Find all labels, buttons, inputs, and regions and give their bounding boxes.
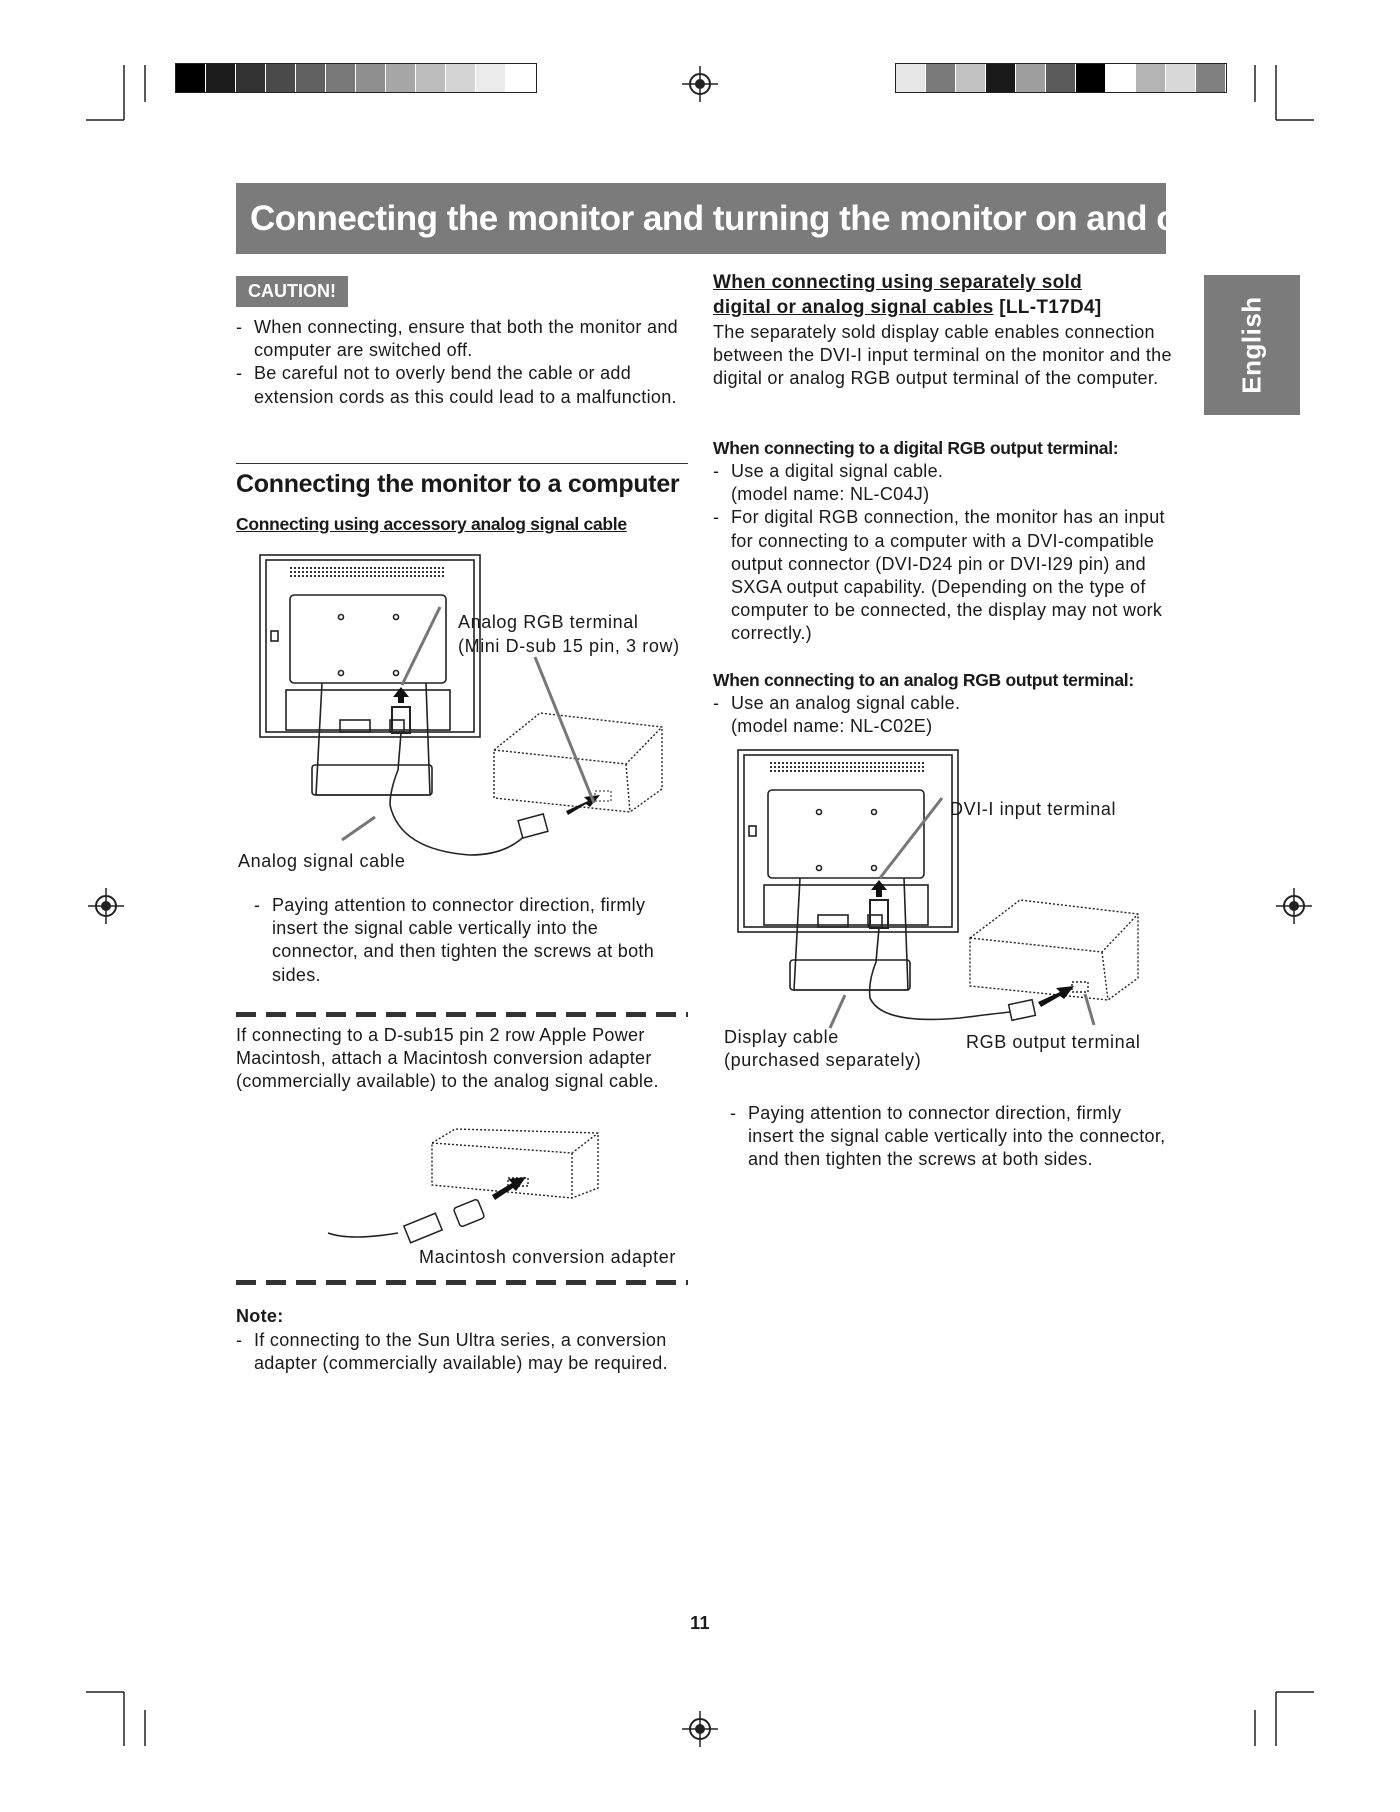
label-mac-adapter: Macintosh conversion adapter	[419, 1247, 676, 1267]
digital-item-2: - For digital RGB connection, the monitor has an input for connecting to a computer with a DVI-compatible output connector (DVI-D24 pin or DVI-I29 pin) and SXGA output capability. (Depending on the type of computer to be connected, the display may not work correctly.)	[713, 506, 1168, 645]
note-list	[236, 1329, 686, 1375]
dashed-divider-bottom	[236, 1280, 688, 1285]
figure-mac-adapter	[320, 1123, 610, 1253]
language-tab[interactable]	[1204, 275, 1300, 415]
subheading-analog-cable: Connecting using accessory analog signal cable	[236, 514, 627, 534]
section-divider	[236, 463, 688, 464]
right-heading-line2	[713, 296, 1101, 319]
mac-paragraph: If connecting to a D-sub15 pin 2 row Apple Power Macintosh, attach a Macintosh conversion adapter (commercially available) to the analog signal cable.	[236, 1025, 659, 1092]
page-title: Connecting the monitor and turning the monitor on and off	[236, 183, 1166, 254]
digital-list	[713, 460, 1168, 646]
figure2-note-text: - Paying attention to connector direction, firmly insert the signal cable vertically into the connector, and then tighten the screws at both sides.	[730, 1102, 1170, 1172]
dashed-divider-top	[236, 1012, 688, 1017]
caution-list	[236, 316, 681, 409]
analog-list	[713, 692, 1168, 738]
right-heading-underlined: digital or analog signal cables	[713, 297, 994, 318]
note-label: Note:	[236, 1306, 284, 1326]
right-heading-line1: When connecting using separately sold	[713, 272, 1082, 293]
figure1-note-text: - Paying attention to connector direction, firmly insert the signal cable vertically into the connector, and then tighten the screws at both sides.	[254, 894, 686, 987]
digital-heading: When connecting to a digital RGB output terminal:	[713, 438, 1119, 458]
analog-heading: When connecting to an analog RGB output terminal:	[713, 670, 1134, 690]
page-number: 11	[690, 1613, 710, 1633]
right-heading-model: [LL-T17D4]	[999, 297, 1102, 318]
section-heading: Connecting the monitor to a computer	[236, 470, 680, 498]
caution-item-1: - When connecting, ensure that both the monitor and computer are switched off.	[236, 316, 681, 362]
label-mini-dsub: (Mini D-sub 15 pin, 3 row)	[458, 636, 680, 656]
label-rgb-output-terminal: RGB output terminal	[966, 1032, 1141, 1052]
caution-item-2: - Be careful not to overly bend the cable or add extension cords as this could lead to a malfunction.	[236, 362, 681, 408]
label-dvi-input-terminal: DVI-I input terminal	[950, 799, 1117, 819]
digital-item-1: - Use a digital signal cable. (model name: NL-C04J)	[713, 460, 996, 506]
label-purchased-separately: (purchased separately)	[724, 1050, 922, 1070]
label-analog-rgb-terminal: Analog RGB terminal	[458, 612, 639, 632]
label-display-cable: Display cable	[724, 1027, 839, 1047]
right-intro: The separately sold display cable enables connection between the DVI-I input terminal on the monitor and the digital or analog RGB output terminal of the computer.	[713, 322, 1172, 389]
figure1-note	[254, 894, 686, 987]
analog-item-1: - Use an analog signal cable. (model name: NL-C02E)	[713, 692, 996, 738]
note-item-1: - If connecting to the Sun Ultra series, a conversion adapter (commercially available) may be required.	[236, 1329, 686, 1375]
figure2-note	[730, 1102, 1170, 1172]
figure-monitor-analog-connection	[250, 555, 690, 855]
figure-monitor-dvi-connection	[730, 750, 1150, 1040]
language-tab-label: English	[1236, 296, 1267, 394]
label-analog-signal-cable: Analog signal cable	[238, 851, 406, 871]
caution-badge: CAUTION!	[236, 276, 348, 307]
